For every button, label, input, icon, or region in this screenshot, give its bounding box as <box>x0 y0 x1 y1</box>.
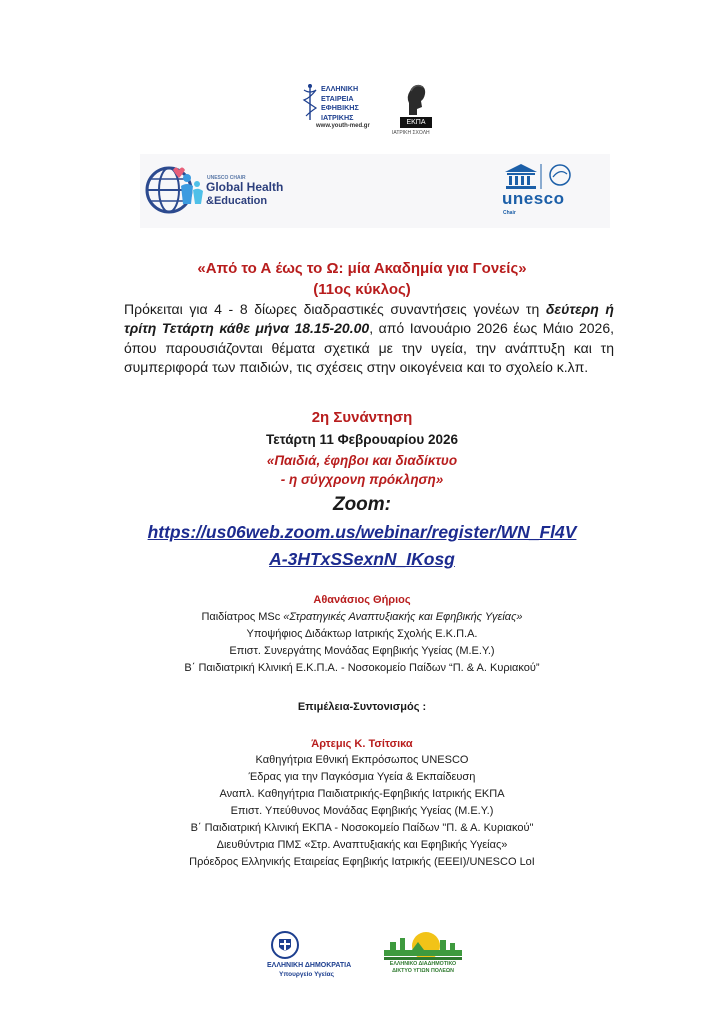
greek-emblem-icon <box>270 930 300 960</box>
zoom-link-line1[interactable]: https://us06web.zoom.us/webinar/register/WN_Fl4V <box>147 522 577 542</box>
healthy-cities-logo <box>382 928 464 962</box>
globe-people-icon <box>143 160 205 218</box>
eei-logo-text <box>321 84 359 122</box>
unesco-wordmark: unesco <box>502 189 565 208</box>
intro-text-start: Πρόκειται για 4 - 8 δίωρες διαδραστικές συναντήσεις γονέων τη <box>124 301 546 317</box>
speaker-title: Παιδίατρος MSc <box>201 611 284 623</box>
ekpa-label: ΕΚΠΑ <box>400 117 432 128</box>
coordinator-line: Επιστ. Υπεύθυνος Μονάδας Εφηβικής Υγείας (Μ.Ε.Υ.) <box>230 805 494 817</box>
meeting-number: 2η Συνάντηση <box>311 409 413 426</box>
unesco-logo <box>503 162 579 190</box>
ekpa-sub: ΙΑΤΡΙΚΗ ΣΧΟΛΗ <box>392 130 430 136</box>
zoom-link-cont[interactable] <box>0 549 724 570</box>
topic-line-2: - η σύγχρονη πρόκληση» <box>280 472 444 487</box>
speaker-line1 <box>0 610 724 626</box>
greek-republic-text: ΕΛΛΗΝΙΚΗ ΔΗΜΟΚΡΑΤΙΑ <box>267 962 352 969</box>
coordination-heading: Επιμέλεια-Συντονισμός : <box>297 701 427 713</box>
healthy-cities-line2: ΔΙΚΤΥΟ ΥΓΙΩΝ ΠΟΛΕΩΝ <box>392 968 454 974</box>
eei-line: ΕΦΗΒΙΚΗΣ <box>321 103 359 112</box>
speaker-line4: Β΄ Παιδιατρική Κλινική Ε.Κ.Π.Α. - Νοσοκομείο Παίδων “Π. & Α. Κυριακού” <box>184 662 540 674</box>
unesco-temple-icon <box>503 162 579 190</box>
topic-line-1: «Παιδιά, έφηβοι και διαδίκτυο <box>266 453 458 468</box>
coordinator-line: Β΄ Παιδιατρική Κλινική ΕΚΠΑ - Νοσοκομείο Παίδων "Π. & Α. Κυριακού" <box>190 822 534 834</box>
greek-republic-logo <box>270 930 300 960</box>
meeting-date: Τετάρτη 11 Φεβρουαρίου 2026 <box>265 432 459 447</box>
coordinator-line: Αναπλ. Καθηγήτρια Παιδιατρικής-Εφηβικής Ιατρικής ΕΚΠΑ <box>219 788 505 800</box>
eei-logo <box>300 82 320 122</box>
event-intro <box>124 300 614 378</box>
eei-line: ΕΤΑΙΡΕΙΑ <box>321 93 354 103</box>
zoom-link[interactable] <box>0 522 724 543</box>
intro-schedule: δεύτερη ή τρίτη Τετάρτη κάθε μήνα 18.15-20.00 <box>124 301 614 337</box>
event-title: «Από το Α έως το Ω: μία Ακαδημία για Γονείς» <box>197 260 527 277</box>
zoom-label: Zoom: <box>332 494 392 515</box>
athena-head-icon <box>401 81 431 117</box>
ekpa-logo <box>401 81 431 117</box>
zoom-link-line2[interactable]: A-3HTxSSexnN_IKosg <box>269 549 455 569</box>
global-health-logo <box>143 160 205 218</box>
coordinator-name: Άρτεμις Κ. Τσίτσικα <box>311 738 413 750</box>
speaker-line3: Επιστ. Συνεργάτης Μονάδας Εφηβικής Υγείας (Μ.Ε.Υ.) <box>229 645 495 657</box>
gh-title-line1: Global Health <box>206 180 284 194</box>
caduceus-icon <box>300 82 320 122</box>
gh-title-line2: &Education <box>206 195 268 207</box>
coordinator-line: Έδρας για την Παγκόσμια Υγεία & Εκπαίδευση <box>248 771 476 783</box>
coordinator-line: Καθηγήτρια Εθνική Εκπρόσωπος UNESCO <box>255 754 469 766</box>
healthy-cities-line1: ΕΛΛΗΝΙΚΟ ΔΙΑΔΗΜΟΤΙΚΟ <box>389 961 457 967</box>
speaker-name: Αθανάσιος Θήριος <box>313 594 411 606</box>
eei-line: ΙΑΤΡΙΚΗΣ <box>321 112 354 122</box>
healthy-cities-text <box>383 961 463 975</box>
coordinator-line: Πρόεδρος Ελληνικής Εταιρείας Εφηβικής Ιατρικής (ΕΕΕΙ)/UNESCO LoI <box>189 856 535 868</box>
eei-line: ΕΛΛΗΝΙΚΗ <box>321 84 359 93</box>
speaker-degree: «Στρατηγικές Αναπτυξιακής και Εφηβικής Υγείας» <box>283 611 523 623</box>
event-cycle: (11ος κύκλος) <box>313 281 411 298</box>
eei-url: www.youth-med.gr <box>316 123 370 129</box>
coordinator-line: Διευθύντρια ΠΜΣ «Στρ. Αναπτυξιακής και Εφηβικής Υγείας» <box>216 839 508 851</box>
unesco-chair-label: Chair <box>503 210 516 216</box>
ministry-text: Υπουργείο Υγείας <box>279 971 335 978</box>
speaker-line2: Υποψήφιος Διδάκτωρ Ιατρικής Σχολής Ε.Κ.Π.Α. <box>246 628 478 640</box>
city-sun-icon <box>382 928 464 962</box>
intro-text-end: , από Ιανουάριο 2026 έως Μάιο 2026, όπου παρουσιάζονται θέματα σχετικά με την υγεία, την ανάπτυξη και τη συμπεριφορά των παιδιών, τις σχέσεις στην οικογένεια και το σχολείο κ.λπ. <box>124 320 614 376</box>
gh-chair-label: UNESCO CHAIR <box>207 175 246 181</box>
